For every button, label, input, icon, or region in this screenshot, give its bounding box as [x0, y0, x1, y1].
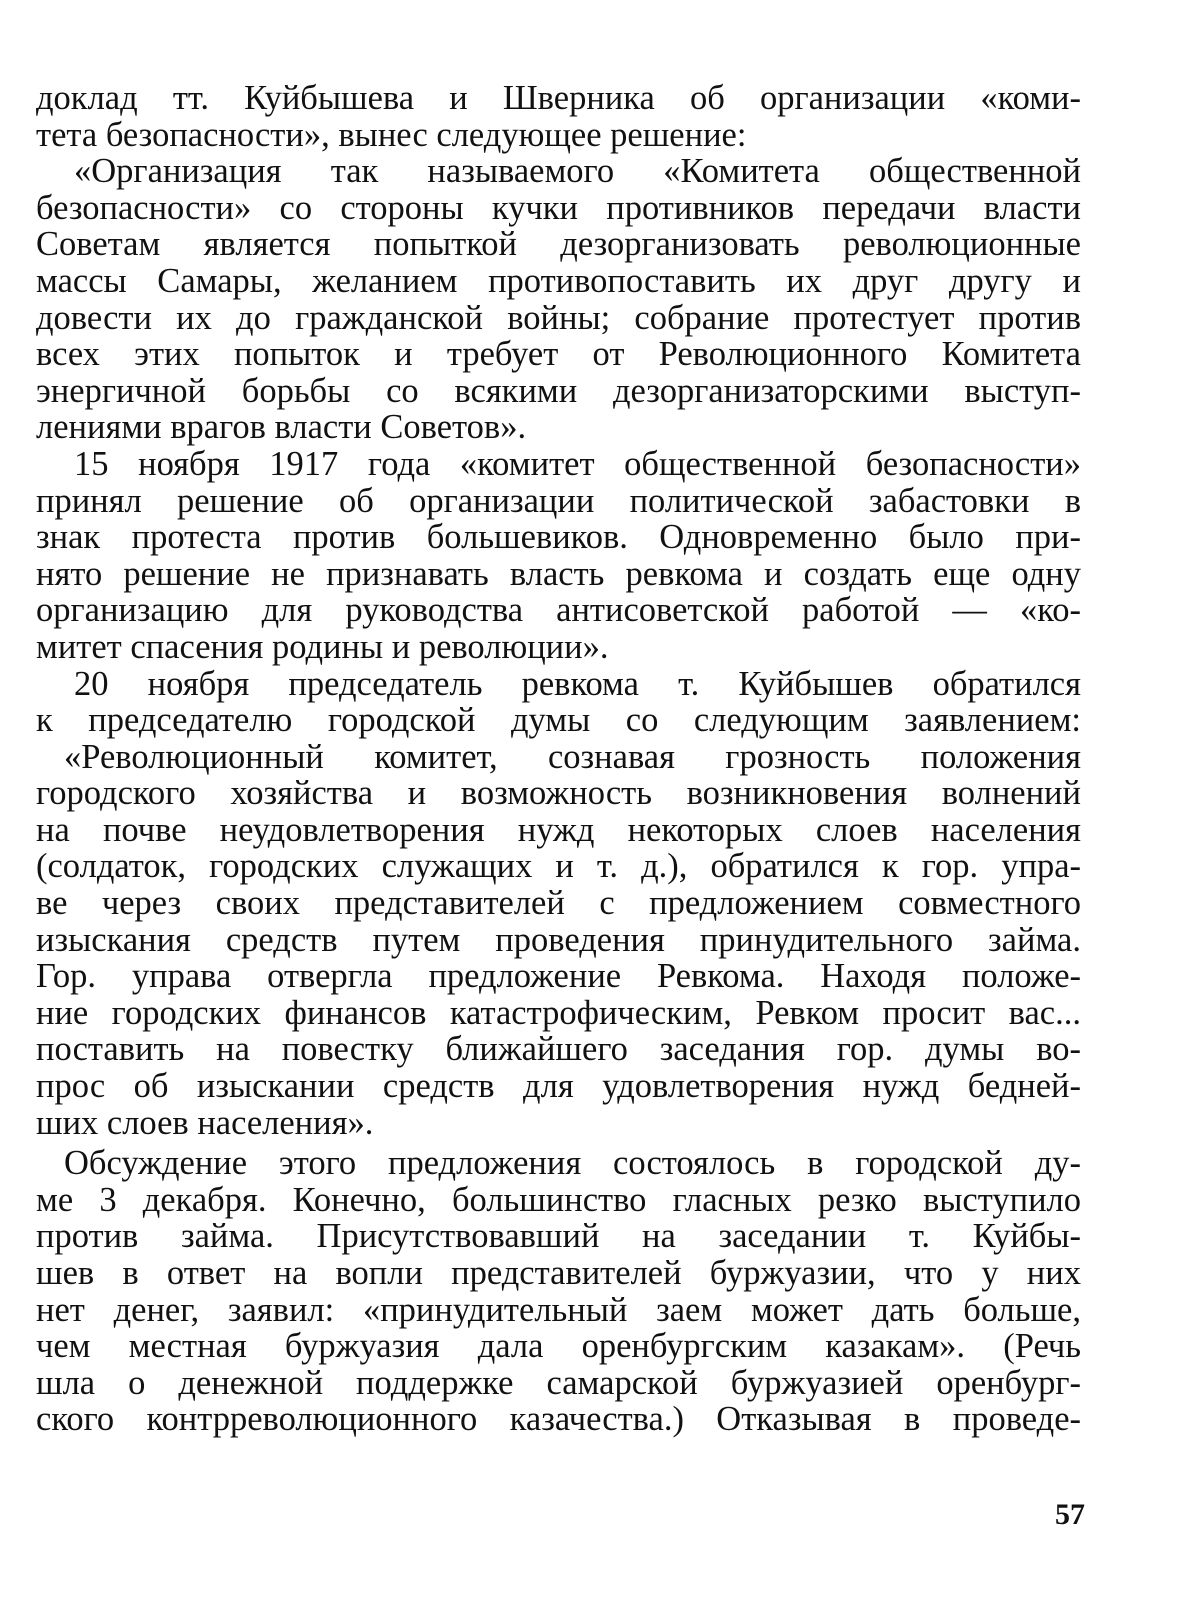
text-line: ние городских финансов катастрофическим, Ревком просит вас...	[36, 993, 1081, 1032]
text-line: безопасности» со стороны кучки противников передачи власти	[36, 188, 1081, 227]
text-line: «Организация так называемого «Комитета общественной	[74, 152, 1081, 191]
text-line: 20 ноября председатель ревкома т. Куйбышев обратился	[74, 664, 1081, 703]
text-line: доклад тт. Куйбышева и Шверника об организации «коми-	[36, 79, 1081, 117]
text-line: Советам является попыткой дезорганизовать революционные	[36, 225, 1081, 264]
text-line: против займа. Присутствовавший на заседании т. Куйбы-	[36, 1217, 1081, 1256]
text-line: прос об изыскании средств для удовлетворения нужд бедней-	[36, 1067, 1081, 1106]
text-line: чем местная буржуазия дала оренбургским казакам». (Речь	[36, 1327, 1081, 1366]
text-line: на почве неудовлетворения нужд некоторых слоев населения	[36, 810, 1081, 849]
paragraph	[36, 1145, 1081, 1438]
text-line: знак протеста против большевиков. Одновременно было при-	[36, 518, 1081, 557]
text-line: всех этих попыток и требует от Революционного Комитета	[36, 335, 1081, 374]
paragraph	[36, 153, 1081, 446]
text-line: довести их до гражданской войны; собрание протестует против	[36, 298, 1081, 337]
text-line: 15 ноября 1917 года «комитет общественной безопасности»	[74, 444, 1081, 483]
text-line: массы Самары, желанием противопоставить их друг другу и	[36, 261, 1081, 300]
text-line: (солдаток, городских служащих и т. д.), обратился к гор. упра-	[36, 847, 1081, 886]
text-line: ве через своих представителей с предложением совместного	[36, 884, 1081, 923]
text-line: поставить на повестку ближайшего заседания гор. думы во-	[36, 1030, 1081, 1069]
text-line: митет спасения родины и революции».	[36, 627, 609, 666]
page-number: 57	[1055, 1498, 1085, 1531]
paragraph	[36, 446, 1081, 666]
text-line: нято решение не признавать власть ревкома и создать еще одну	[36, 554, 1081, 593]
text-line: Гор. управа отвергла предложение Ревкома. Находя положе-	[36, 957, 1081, 996]
text-line: лениями врагов власти Советов».	[36, 408, 527, 447]
paragraph	[36, 666, 1081, 739]
text-line: к председателю городской думы со следующим заявлением:	[36, 701, 1081, 740]
text-line: Обсуждение этого предложения состоялось в городской ду-	[64, 1144, 1081, 1183]
paragraph	[36, 739, 1081, 1142]
text-line: тета безопасности», вынес следующее решение:	[36, 115, 747, 154]
text-line: шла о денежной поддержке самарской буржуазией оренбург-	[36, 1363, 1081, 1402]
text-line: нет денег, заявил: «принудительный заем может дать больше,	[36, 1290, 1081, 1329]
paragraph	[36, 80, 1081, 153]
text-line: изыскания средств путем проведения принудительного займа.	[36, 920, 1081, 959]
text-line: организацию для руководства антисоветской работой — «ко-	[36, 591, 1081, 630]
text-line: ского контрреволюционного казачества.) Отказывая в проведе-	[36, 1400, 1081, 1439]
document-page	[36, 80, 1081, 1438]
text-line: энергичной борьбы со всякими дезорганизаторскими выступ-	[36, 371, 1081, 410]
text-line: ме 3 декабря. Конечно, большинство гласных резко выступило	[36, 1180, 1081, 1219]
text-line: шев в ответ на вопли представителей буржуазии, что у них	[36, 1254, 1081, 1292]
text-line: «Революционный комитет, сознавая грозность положения	[64, 737, 1081, 776]
text-line: ших слоев населения».	[36, 1103, 374, 1142]
text-line: принял решение об организации политической забастовки в	[36, 481, 1081, 520]
text-line: городского хозяйства и возможность возникновения волнений	[36, 774, 1081, 813]
